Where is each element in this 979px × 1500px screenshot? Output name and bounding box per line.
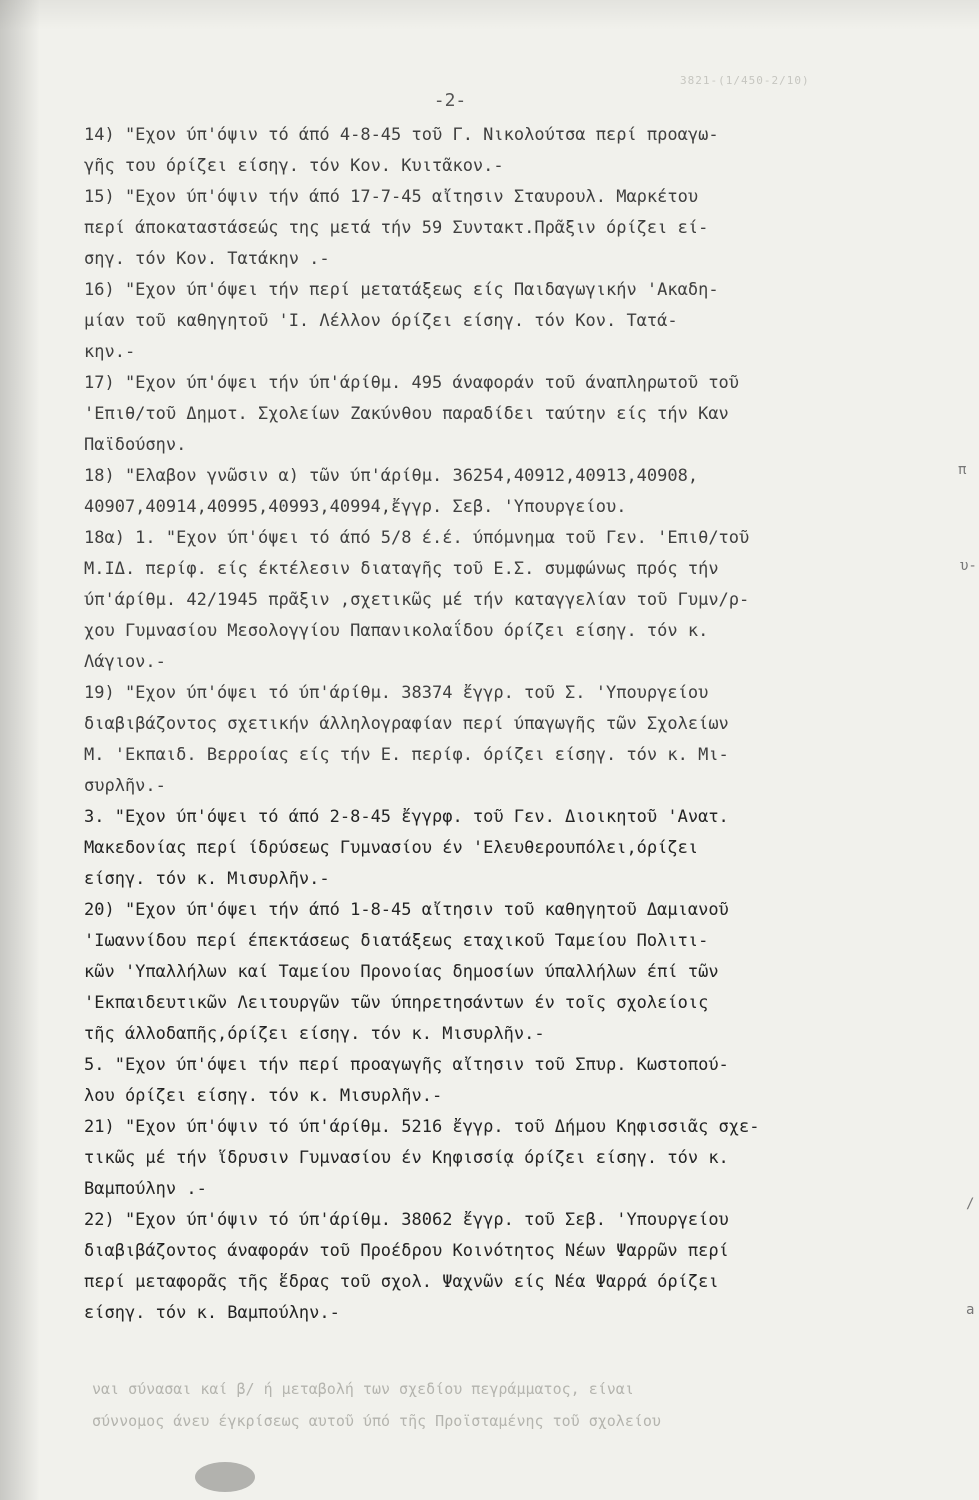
header-stamp: 3821-(1/450-2/10) [680, 74, 810, 87]
text-line: Παϊδούσην. [84, 435, 187, 455]
text-line: 5. "Εχον ύπ'όψει τήν περί προαγωγῆς αἴτησιν τοῦ Σπυρ. Κωστοπού- [84, 1055, 729, 1075]
margin-mark: a [966, 1302, 975, 1318]
ink-stamp-mark [195, 1462, 255, 1492]
text-line: διαβιβάζοντος άναφοράν τοῦ Προέδρου Κοινότητος Νέων Ψαρρῶν περί [84, 1241, 729, 1261]
text-line: 40907,40914,40995,40993,40994,ἔγγρ. Σεβ. 'Υπουργείου. [84, 497, 627, 517]
text-line: Βαμπούλην .- [84, 1179, 207, 1199]
bleed-through-text: σύννομος άνευ έγκρίσεως αυτοῦ ύπό τῆς Προϊσταμένης τοῦ σχολείου [92, 1412, 661, 1430]
text-line: σηγ. τόν Κον. Τατάκην .- [84, 249, 330, 269]
text-line: 16) "Εχον ύπ'όψει τήν περί μετατάξεως είς Παιδαγωγικήν 'Ακαδη- [84, 280, 719, 300]
margin-mark: / [966, 1196, 975, 1212]
page-edge-shadow [0, 0, 40, 1500]
text-line: Μ. 'Εκπαιδ. Βερροίας είς τήν Ε. περίφ. όρίζει είσηγ. τόν κ. Μι- [84, 745, 729, 765]
text-line: ύπ'άρίθμ. 42/1945 πρᾶξιν ,σχετικῶς μέ τήν καταγγελίαν τοῦ Γυμν/ρ- [84, 590, 750, 610]
margin-mark: υ- [960, 558, 977, 574]
text-line: τικῶς μέ τήν ἵδρυσιν Γυμνασίου έν Κηφισσίᾳ όρίζει είσηγ. τόν κ. [84, 1148, 729, 1168]
text-line: 15) "Εχον ύπ'όψιν τήν άπό 17-7-45 αἴτησιν Σταυρουλ. Μαρκέτου [84, 187, 699, 207]
text-line: 17) "Εχον ύπ'όψει τήν ύπ'άρίθμ. 495 άναφοράν τοῦ άναπληρωτοῦ τοῦ [84, 373, 740, 393]
text-line: 18) "Ελαβον γνῶσιν α) τῶν ύπ'άρίθμ. 36254,40912,40913,40908, [84, 466, 699, 486]
text-line: 'Επιθ/τοῦ Δημοτ. Σχολείων Ζακύνθου παραδίδει ταύτην είς τήν Καν [84, 404, 729, 424]
text-line: Μ.ΙΔ. περίφ. είς έκτέλεσιν διαταγῆς τοῦ Ε.Σ. συμφώνως πρός τήν [84, 559, 719, 579]
text-line: είσηγ. τόν κ. Βαμπούλην.- [84, 1303, 340, 1323]
text-line: χου Γυμνασίου Μεσολογγίου Παπανικολαΐδου όρίζει είσηγ. τόν κ. [84, 621, 709, 641]
text-line: περί μεταφορᾶς τῆς ἕδρας τοῦ σχολ. Ψαχνῶν είς Νέα Ψαρρά όρίζει [84, 1272, 719, 1292]
text-line: τῆς άλλοδαπῆς,όρίζει είσηγ. τόν κ. Μισυρλῆν.- [84, 1024, 545, 1044]
text-line: 3. "Εχον ύπ'όψει τό άπό 2-8-45 ἔγγρφ. τοῦ Γεν. Διοικητοῦ 'Ανατ. [84, 807, 729, 827]
text-line: 18α) 1. "Εχον ύπ'όψει τό άπό 5/8 έ.έ. ύπόμνημα τοῦ Γεν. 'Επιθ/τοῦ [84, 528, 750, 548]
text-line: 'Ιωαννίδου περί έπεκτάσεως διατάξεως εταχικοῦ Ταμείου Πολιτι- [84, 931, 709, 951]
text-line: διαβιβάζοντος σχετικήν άλληλογραφίαν περί ύπαγωγῆς τῶν Σχολείων [84, 714, 729, 734]
text-line: κῶν 'Υπαλλήλων καί Ταμείου Προνοίας δημοσίων ύπαλλήλων έπί τῶν [84, 962, 719, 982]
text-line: συρλῆν.- [84, 776, 166, 796]
text-line: κην.- [84, 342, 136, 362]
text-line: 21) "Εχον ύπ'όψιν τό ύπ'άρίθμ. 5216 ἔγγρ. τοῦ Δήμου Κηφισσιᾶς σχε- [84, 1117, 760, 1137]
text-line: 20) "Εχον ύπ'όψει τήν άπό 1-8-45 αἴτησιν τοῦ καθηγητοῦ Δαμιανοῦ [84, 900, 729, 920]
bleed-through-text: ναι σύνασαι καί β/ ή μεταβολή των σχεδίου πεγράμματος, είναι [92, 1380, 634, 1398]
document-body [84, 120, 954, 1329]
text-line: 19) "Εχον ύπ'όψει τό ύπ'άρίθμ. 38374 ἔγγρ. τοῦ Σ. 'Υπουργείου [84, 683, 709, 703]
text-line: 22) "Εχον ύπ'όψιν τό ύπ'άρίθμ. 38062 ἔγγρ. τοῦ Σεβ. 'Υπουργείου [84, 1210, 729, 1230]
text-line: 14) "Εχον ύπ'όψιν τό άπό 4-8-45 τοῦ Γ. Νικολούτσα περί προαγω- [84, 125, 719, 145]
text-line: 'Εκπαιδευτικῶν Λειτουργῶν τῶν ύπηρετησάντων έν τοῖς σχολείοις [84, 993, 709, 1013]
text-line: Μακεδονίας περί ίδρύσεως Γυμνασίου έν 'Ελευθερουπόλει,όρίζει [84, 838, 699, 858]
text-line: γῆς του όρίζει είσηγ. τόν Κον. Κυιτᾶκον.- [84, 156, 504, 176]
text-line: λου όρίζει είσηγ. τόν κ. Μισυρλῆν.- [84, 1086, 443, 1106]
text-line: είσηγ. τόν κ. Μισυρλῆν.- [84, 869, 330, 889]
text-line: Λάγιον.- [84, 652, 166, 672]
text-line: μίαν τοῦ καθηγητοῦ 'Ι. Λέλλον όρίζει είσηγ. τόν Κον. Τατά- [84, 311, 678, 331]
text-line: περί άποκαταστάσεώς της μετά τήν 59 Συντακτ.Πρᾶξιν όρίζει εί- [84, 218, 709, 238]
margin-mark: π [958, 462, 967, 478]
page-number: -2- [433, 90, 467, 111]
